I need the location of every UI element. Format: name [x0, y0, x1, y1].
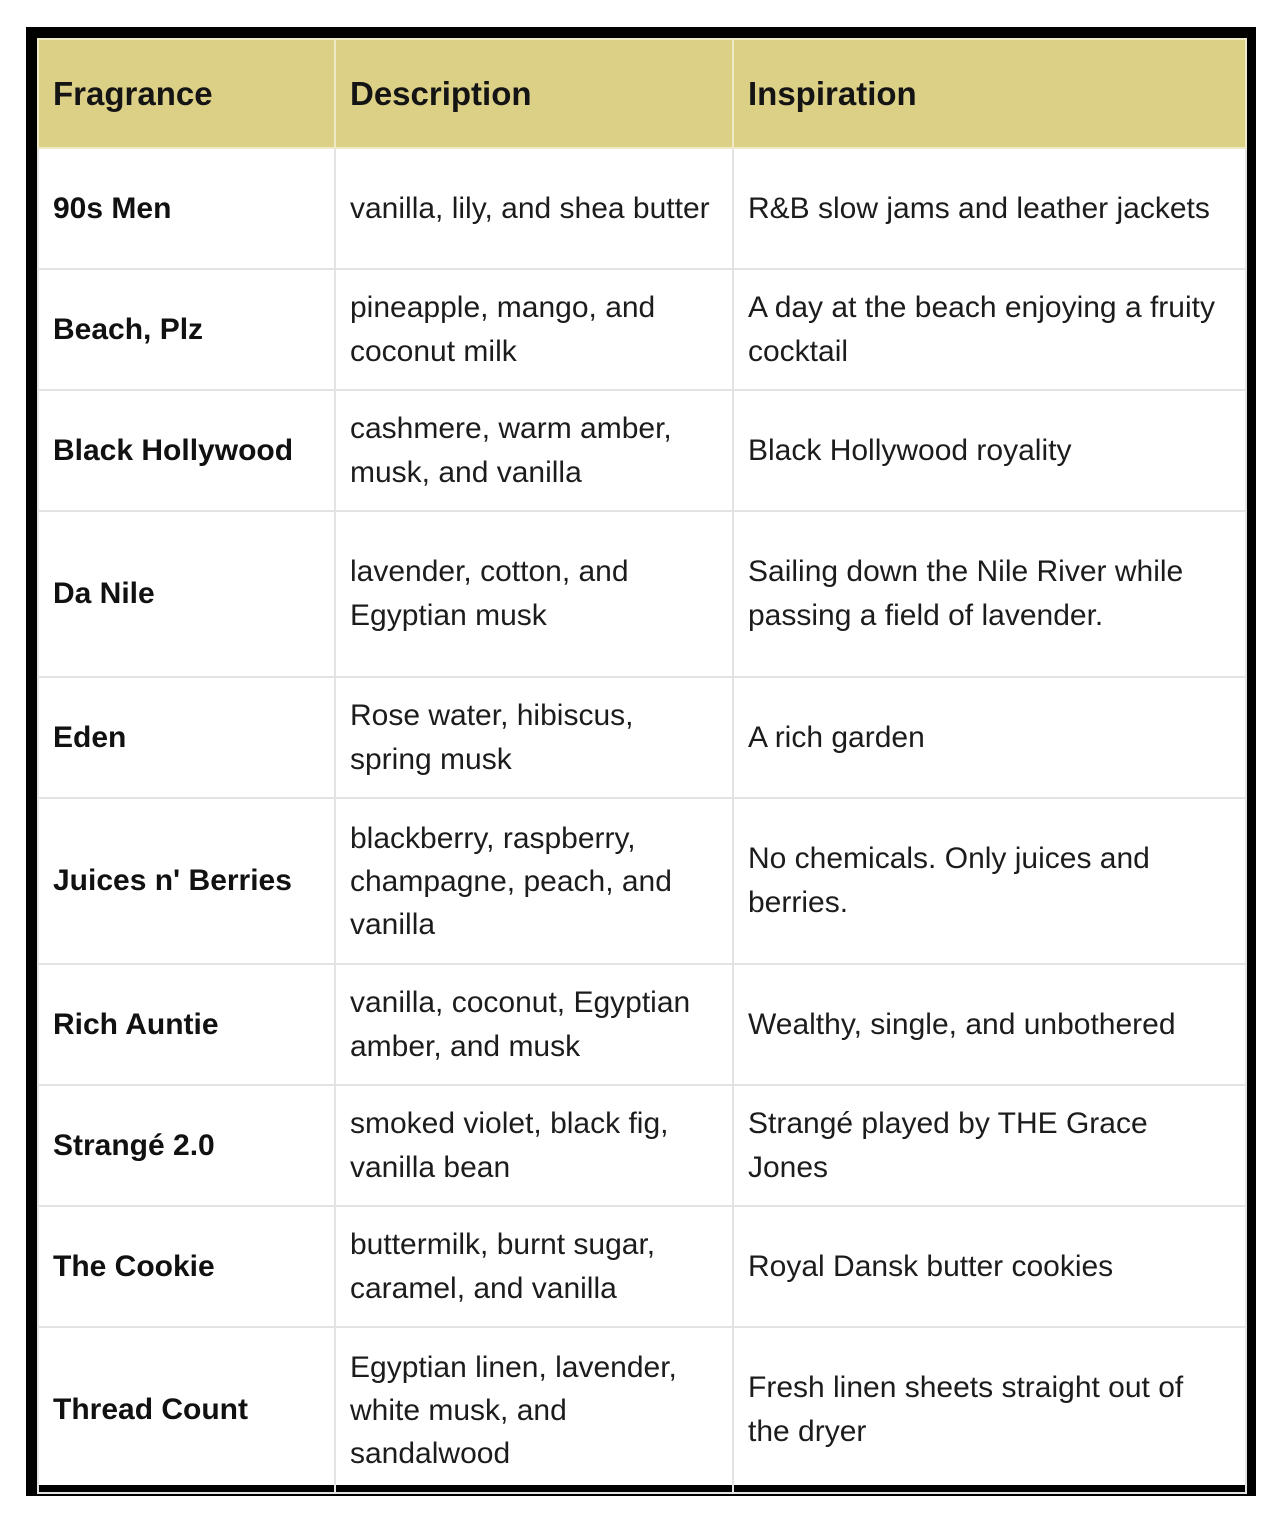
fragrance-description: Rose water, hibiscus, spring musk [335, 677, 733, 798]
table-row [38, 798, 1246, 964]
table-row [38, 148, 1246, 269]
fragrance-name: Eden [38, 677, 335, 798]
fragrance-inspiration: Black Hollywood royality [733, 390, 1246, 511]
fragrance-description: vanilla, coconut, Egyptian amber, and musk [335, 964, 733, 1085]
fragrance-inspiration: Royal Dansk butter cookies [733, 1206, 1246, 1327]
table-row [38, 511, 1246, 677]
fragrance-inspiration: A day at the beach enjoying a fruity cocktail [733, 269, 1246, 390]
table-row [38, 677, 1246, 798]
fragrance-name: Beach, Plz [38, 269, 335, 390]
fragrance-name: Juices n' Berries [38, 798, 335, 964]
table-row [38, 1327, 1246, 1493]
fragrance-inspiration: R&B slow jams and leather jackets [733, 148, 1246, 269]
fragrance-table [37, 38, 1247, 1494]
header-fragrance: Fragrance [38, 39, 335, 148]
table-row [38, 1085, 1246, 1206]
fragrance-description: blackberry, raspberry, champagne, peach, and vanilla [335, 798, 733, 964]
fragrance-description: smoked violet, black fig, vanilla bean [335, 1085, 733, 1206]
fragrance-inspiration: Fresh linen sheets straight out of the dryer [733, 1327, 1246, 1493]
fragrance-name: Strangé 2.0 [38, 1085, 335, 1206]
header-inspiration: Inspiration [733, 39, 1246, 148]
fragrance-description: Egyptian linen, lavender, white musk, and sandalwood [335, 1327, 733, 1493]
fragrance-name: Black Hollywood [38, 390, 335, 511]
table-row [38, 1206, 1246, 1327]
fragrance-description: pineapple, mango, and coconut milk [335, 269, 733, 390]
table-row [38, 964, 1246, 1085]
table-row [38, 390, 1246, 511]
fragrance-name: Thread Count [38, 1327, 335, 1493]
table-frame [26, 27, 1256, 1496]
fragrance-inspiration: Sailing down the Nile River while passing a field of lavender. [733, 511, 1246, 677]
fragrance-name: The Cookie [38, 1206, 335, 1327]
fragrance-description: vanilla, lily, and shea butter [335, 148, 733, 269]
fragrance-name: Rich Auntie [38, 964, 335, 1085]
fragrance-description: cashmere, warm amber, musk, and vanilla [335, 390, 733, 511]
fragrance-name: 90s Men [38, 148, 335, 269]
fragrance-inspiration: Strangé played by THE Grace Jones [733, 1085, 1246, 1206]
fragrance-name: Da Nile [38, 511, 335, 677]
fragrance-inspiration: Wealthy, single, and unbothered [733, 964, 1246, 1085]
fragrance-inspiration: A rich garden [733, 677, 1246, 798]
fragrance-inspiration: No chemicals. Only juices and berries. [733, 798, 1246, 964]
header-description: Description [335, 39, 733, 148]
header-row [38, 39, 1246, 148]
fragrance-description: lavender, cotton, and Egyptian musk [335, 511, 733, 677]
fragrance-description: buttermilk, burnt sugar, caramel, and vanilla [335, 1206, 733, 1327]
table-row [38, 269, 1246, 390]
